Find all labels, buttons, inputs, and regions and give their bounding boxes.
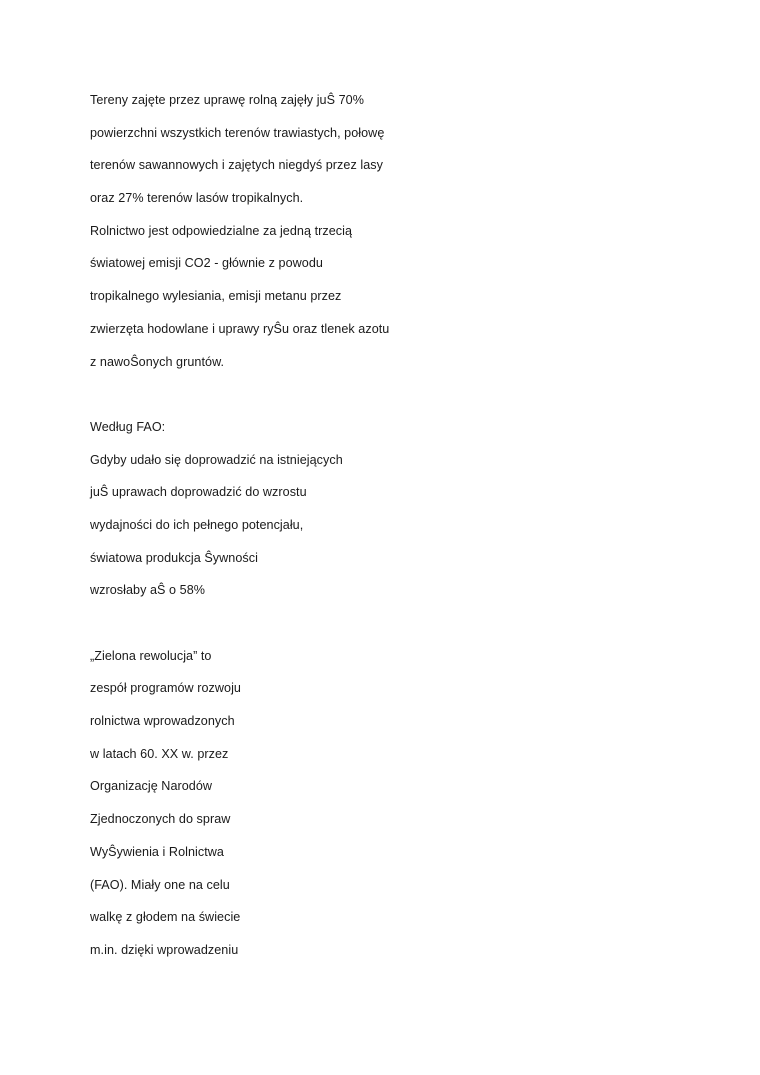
text-line: „Zielona rewolucja” to <box>90 648 212 663</box>
text-line: terenów sawannowych i zajętych niegdyś przez lasy <box>90 158 383 173</box>
paragraph-spacer <box>90 382 690 415</box>
text-line: zespół programów rozwoju <box>90 681 241 696</box>
text-line: światowa produkcja Ŝywności <box>90 550 258 565</box>
text-line: m.in. dzięki wprowadzeniu <box>90 942 239 957</box>
text-line: walkę z głodem na świecie <box>90 910 241 925</box>
text-line: (FAO). Miały one na celu <box>90 877 230 892</box>
text-line: światowej emisji CO2 - głównie z powodu <box>90 256 323 271</box>
text-line: wydajności do ich pełnego potencjału, <box>90 517 304 532</box>
text-line: Organizację Narodów <box>90 779 213 794</box>
paragraph-spacer <box>90 611 690 644</box>
text-line: Tereny zajęte przez uprawę rolną zajęły juŜ 70% <box>90 93 364 107</box>
text-line: oraz 27% terenów lasów tropikalnych. <box>90 191 304 206</box>
text-line: Według FAO: <box>90 419 166 434</box>
text-line: wzrosłaby aŜ o 58% <box>90 583 205 598</box>
text-line: Gdyby udało się doprowadzić na istniejących <box>90 452 343 467</box>
text-line: z nawoŜonych gruntów. <box>90 354 225 369</box>
text-line: powierzchni wszystkich terenów trawiastych, połowę <box>90 125 385 140</box>
text-line: Rolnictwo jest odpowiedzialne za jedną trzecią <box>90 223 353 238</box>
text-line: WyŜywienia i Rolnictwa <box>90 844 224 859</box>
text-line: juŜ uprawach doprowadzić do wzrostu <box>90 485 307 500</box>
text-line: w latach 60. XX w. przez <box>90 746 229 761</box>
paragraph-agriculture-land <box>90 88 690 382</box>
text-line: zwierzęta hodowlane i uprawy ryŜu oraz tlenek azotu <box>90 321 390 336</box>
text-line: Zjednoczonych do spraw <box>90 812 231 827</box>
text-line: rolnictwa wprowadzonych <box>90 714 235 729</box>
text-line: tropikalnego wylesiania, emisji metanu przez <box>90 289 342 304</box>
paragraph-fao <box>90 415 690 611</box>
document-body <box>90 88 690 971</box>
paragraph-green-revolution <box>90 644 690 971</box>
